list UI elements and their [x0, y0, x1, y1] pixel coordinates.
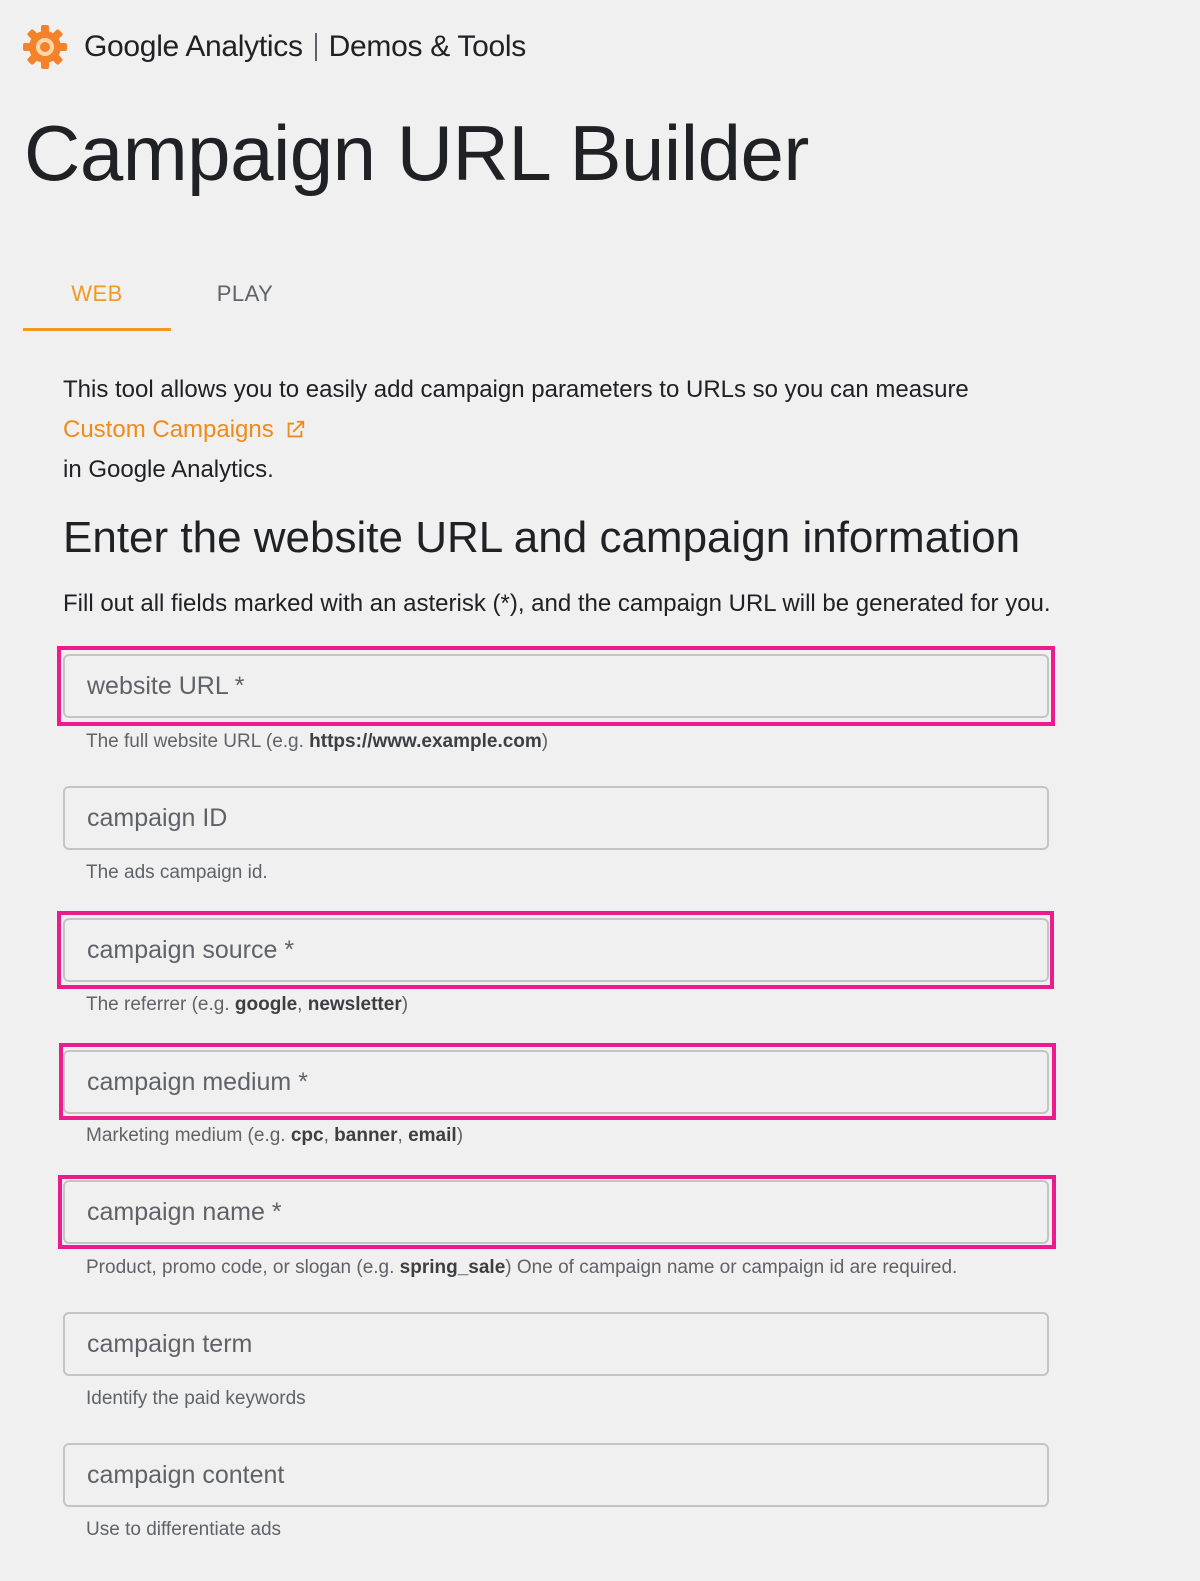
tab-web[interactable]: WEB — [23, 258, 171, 330]
custom-campaigns-link[interactable] — [63, 410, 306, 450]
helper-text: The full website URL (e.g. — [86, 731, 310, 752]
helper-example: banner — [334, 1125, 398, 1146]
helper-text: , — [323, 1125, 335, 1146]
brand-name: Google Analytics — [84, 30, 303, 63]
campaign-term-field — [63, 1312, 1049, 1376]
campaign-medium-input[interactable] — [65, 1052, 1047, 1112]
brand — [84, 30, 526, 64]
helper-text: Use to differentiate ads — [86, 1519, 282, 1540]
campaign-medium-field — [63, 1050, 1049, 1114]
campaign-source-input[interactable] — [65, 920, 1047, 980]
brand-divider — [315, 33, 317, 61]
ga-demos-tools-logo-icon[interactable] — [22, 24, 68, 70]
campaign-name-input[interactable] — [65, 1182, 1047, 1242]
section-title: Enter the website URL and campaign information — [63, 513, 1021, 562]
helper-text: Identify the paid keywords — [86, 1388, 306, 1409]
campaign-source-helper — [86, 994, 408, 1016]
helper-text: ) — [401, 994, 409, 1015]
campaign-content-field — [63, 1443, 1049, 1507]
helper-text: The ads campaign id. — [86, 862, 268, 883]
helper-text: Marketing medium (e.g. — [86, 1125, 291, 1146]
helper-example: cpc — [290, 1125, 324, 1146]
external-link-icon — [284, 419, 306, 441]
required-note: Fill out all fields marked with an asterisk (*), and the campaign URL will be generated for you. — [63, 590, 1051, 617]
helper-example: https://www.example.com — [309, 731, 542, 752]
campaign-id-input[interactable] — [65, 788, 1047, 848]
campaign-name-field — [63, 1180, 1049, 1244]
website-url-field — [63, 654, 1049, 718]
campaign-id-field — [63, 786, 1049, 850]
intro-line: This tool allows you to easily add campaign parameters to URLs so you can measure — [63, 376, 969, 403]
custom-campaigns-link-label: Custom Campaigns — [63, 416, 274, 443]
campaign-content-helper — [86, 1519, 281, 1541]
campaign-source-field — [63, 918, 1049, 982]
tab-play[interactable]: PLAY — [216, 281, 274, 306]
campaign-term-helper — [86, 1388, 306, 1410]
helper-text: ) — [541, 731, 549, 752]
website-url-helper — [86, 731, 548, 753]
helper-text: Product, promo code, or slogan (e.g. — [86, 1257, 400, 1278]
intro-line-after: in Google Analytics. — [63, 456, 274, 483]
app-header — [22, 24, 526, 70]
helper-text: The referrer (e.g. — [86, 994, 235, 1015]
website-url-input[interactable] — [65, 656, 1047, 716]
helper-text: ) — [456, 1125, 464, 1146]
helper-example: newsletter — [307, 994, 402, 1015]
helper-text: ) One of campaign name or campaign id are required. — [505, 1257, 958, 1278]
page-title: Campaign URL Builder — [24, 109, 809, 197]
campaign-content-input[interactable] — [65, 1445, 1047, 1505]
campaign-term-input[interactable] — [65, 1314, 1047, 1374]
helper-example: email — [408, 1125, 457, 1146]
campaign-name-helper — [86, 1257, 957, 1279]
campaign-medium-helper — [86, 1125, 463, 1147]
helper-example: google — [234, 994, 298, 1015]
tab-bar — [23, 258, 319, 330]
intro-text — [63, 370, 1163, 490]
brand-sub: Demos & Tools — [328, 30, 526, 63]
helper-example: spring_sale — [399, 1257, 506, 1278]
helper-text: , — [297, 994, 308, 1015]
helper-text: , — [397, 1125, 409, 1146]
campaign-id-helper — [86, 862, 268, 884]
